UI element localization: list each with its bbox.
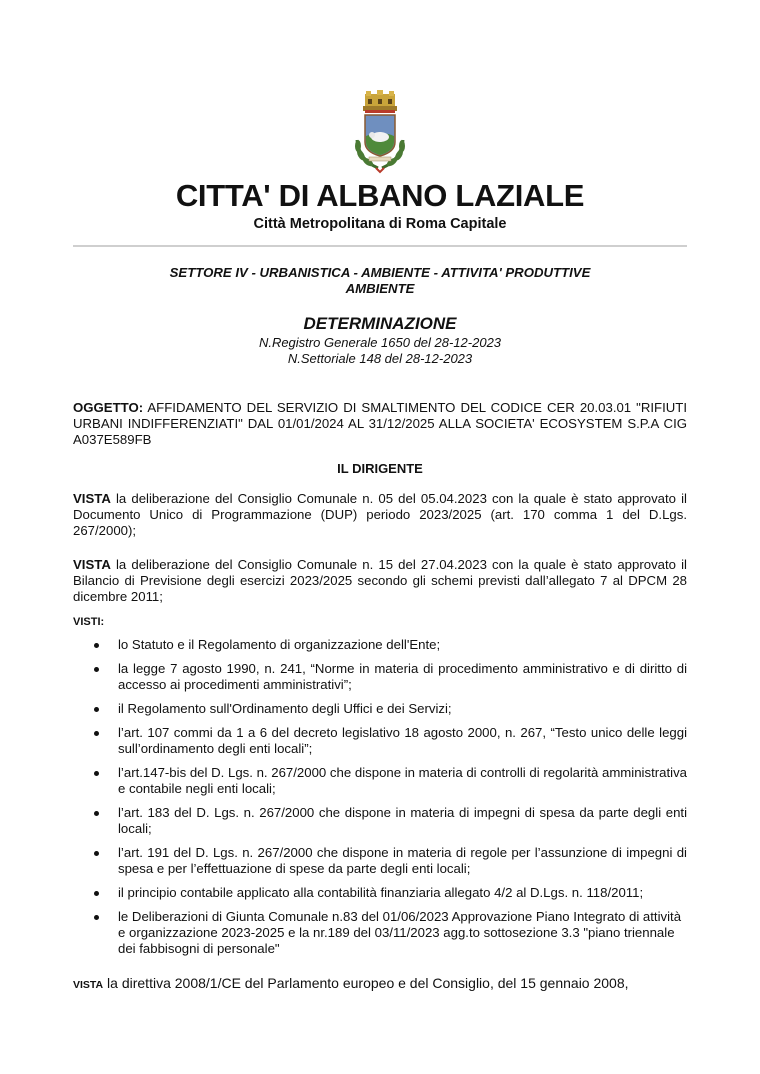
settore-line-2: AMBIENTE	[345, 281, 415, 296]
list-item: le Deliberazioni di Giunta Comunale n.83 del 01/06/2023 Approvazione Piano Integrato di attività e organizzazione 2023-2025 e la nr.189 del 03/11/2023 agg.to sottosezione 3.3 "piano triennale dei fabbisogni di personale"	[73, 909, 687, 957]
vista-label: VISTA	[73, 979, 104, 991]
bullet-icon	[94, 851, 99, 856]
list-item: l’art.147-bis del D. Lgs. n. 267/2000 che dispone in materia di controlli di regolarità amministrativa e contabile negli enti locali;	[73, 765, 687, 797]
bullet-icon	[94, 707, 99, 712]
dirigente-heading: IL DIRIGENTE	[337, 461, 423, 476]
city-title: CITTA' DI ALBANO LAZIALE	[175, 178, 585, 213]
vista-paragraph-2	[73, 557, 687, 605]
vista-text: la deliberazione del Consiglio Comunale n. 15 del 27.04.2023 con la quale è stato approvato il Bilancio di Previsione degli esercizi 2023/2025 secondo gli schemi previsti dall’allegato 7 al DPCM 28 dicembre 2011;	[73, 557, 687, 604]
bullet-icon	[94, 811, 99, 816]
bullet-icon	[94, 643, 99, 648]
header-divider	[73, 245, 687, 247]
list-item: l’art. 191 del D. Lgs. n. 267/2000 che dispone in materia di regole per l’assunzione di impegni di spesa e per l’effettuazione di spese da parte degli enti locali;	[73, 845, 687, 877]
list-item: il Regolamento sull'Ordinamento degli Uffici e dei Servizi;	[73, 701, 687, 717]
bullet-icon	[94, 731, 99, 736]
list-item: il principio contabile applicato alla contabilità finanziaria allegato 4/2 al D.Lgs. n. 118/2011;	[73, 885, 687, 901]
oggetto-paragraph	[73, 400, 687, 448]
oggetto-text: AFFIDAMENTO DEL SERVIZIO DI SMALTIMENTO DEL CODICE CER 20.03.01 "RIFIUTI URBANI INDIFFERENZIATI" DAL 01/01/2024 AL 31/12/2025 ALLA SOCIETA' ECOSYSTEM S.P.A CIG A037E589FB	[73, 400, 687, 447]
vista-label: VISTA	[73, 491, 111, 506]
bullet-icon	[94, 667, 99, 672]
oggetto-label: OGGETTO:	[73, 400, 144, 415]
list-item: la legge 7 agosto 1990, n. 241, “Norme in materia di procedimento amministrativo e di diritto di accesso ai procedimenti amministrativi”;	[73, 661, 687, 693]
vista-text: la direttiva 2008/1/CE del Parlamento europeo e del Consiglio, del 15 gennaio 2008,	[103, 975, 629, 991]
registro-generale: N.Registro Generale 1650 del 28-12-2023	[258, 335, 502, 350]
bullet-icon	[94, 891, 99, 896]
visti-label: VISTI:	[73, 616, 105, 628]
list-item: lo Statuto e il Regolamento di organizzazione dell'Ente;	[73, 637, 687, 653]
visti-list	[73, 637, 687, 965]
bullet-icon	[94, 915, 99, 920]
city-subtitle: Città Metropolitana di Roma Capitale	[253, 216, 507, 232]
coat-of-arms-icon	[347, 90, 413, 176]
settore-heading	[0, 265, 760, 297]
vista-direttiva-paragraph	[73, 974, 713, 994]
vista-text: la deliberazione del Consiglio Comunale n. 05 del 05.04.2023 con la quale è stato approvato il Documento Unico di Programmazione (DUP) periodo 2023/2025 (art. 170 comma 1 del D.Lgs. 267/2000);	[73, 491, 687, 538]
settore-line-1: SETTORE IV - URBANISTICA - AMBIENTE - ATTIVITA' PRODUTTIVE	[169, 265, 591, 280]
registro-settoriale: N.Settoriale 148 del 28-12-2023	[287, 351, 473, 366]
determinazione-title: DETERMINAZIONE	[303, 314, 457, 333]
vista-label: VISTA	[73, 557, 111, 572]
vista-paragraph-1	[73, 491, 687, 539]
list-item: l’art. 107 commi da 1 a 6 del decreto legislativo 18 agosto 2000, n. 267, “Testo unico delle leggi sull’ordinamento degli enti locali”;	[73, 725, 687, 757]
bullet-icon	[94, 771, 99, 776]
list-item: l’art. 183 del D. Lgs. n. 267/2000 che dispone in materia di impegni di spesa da parte degli enti locali;	[73, 805, 687, 837]
